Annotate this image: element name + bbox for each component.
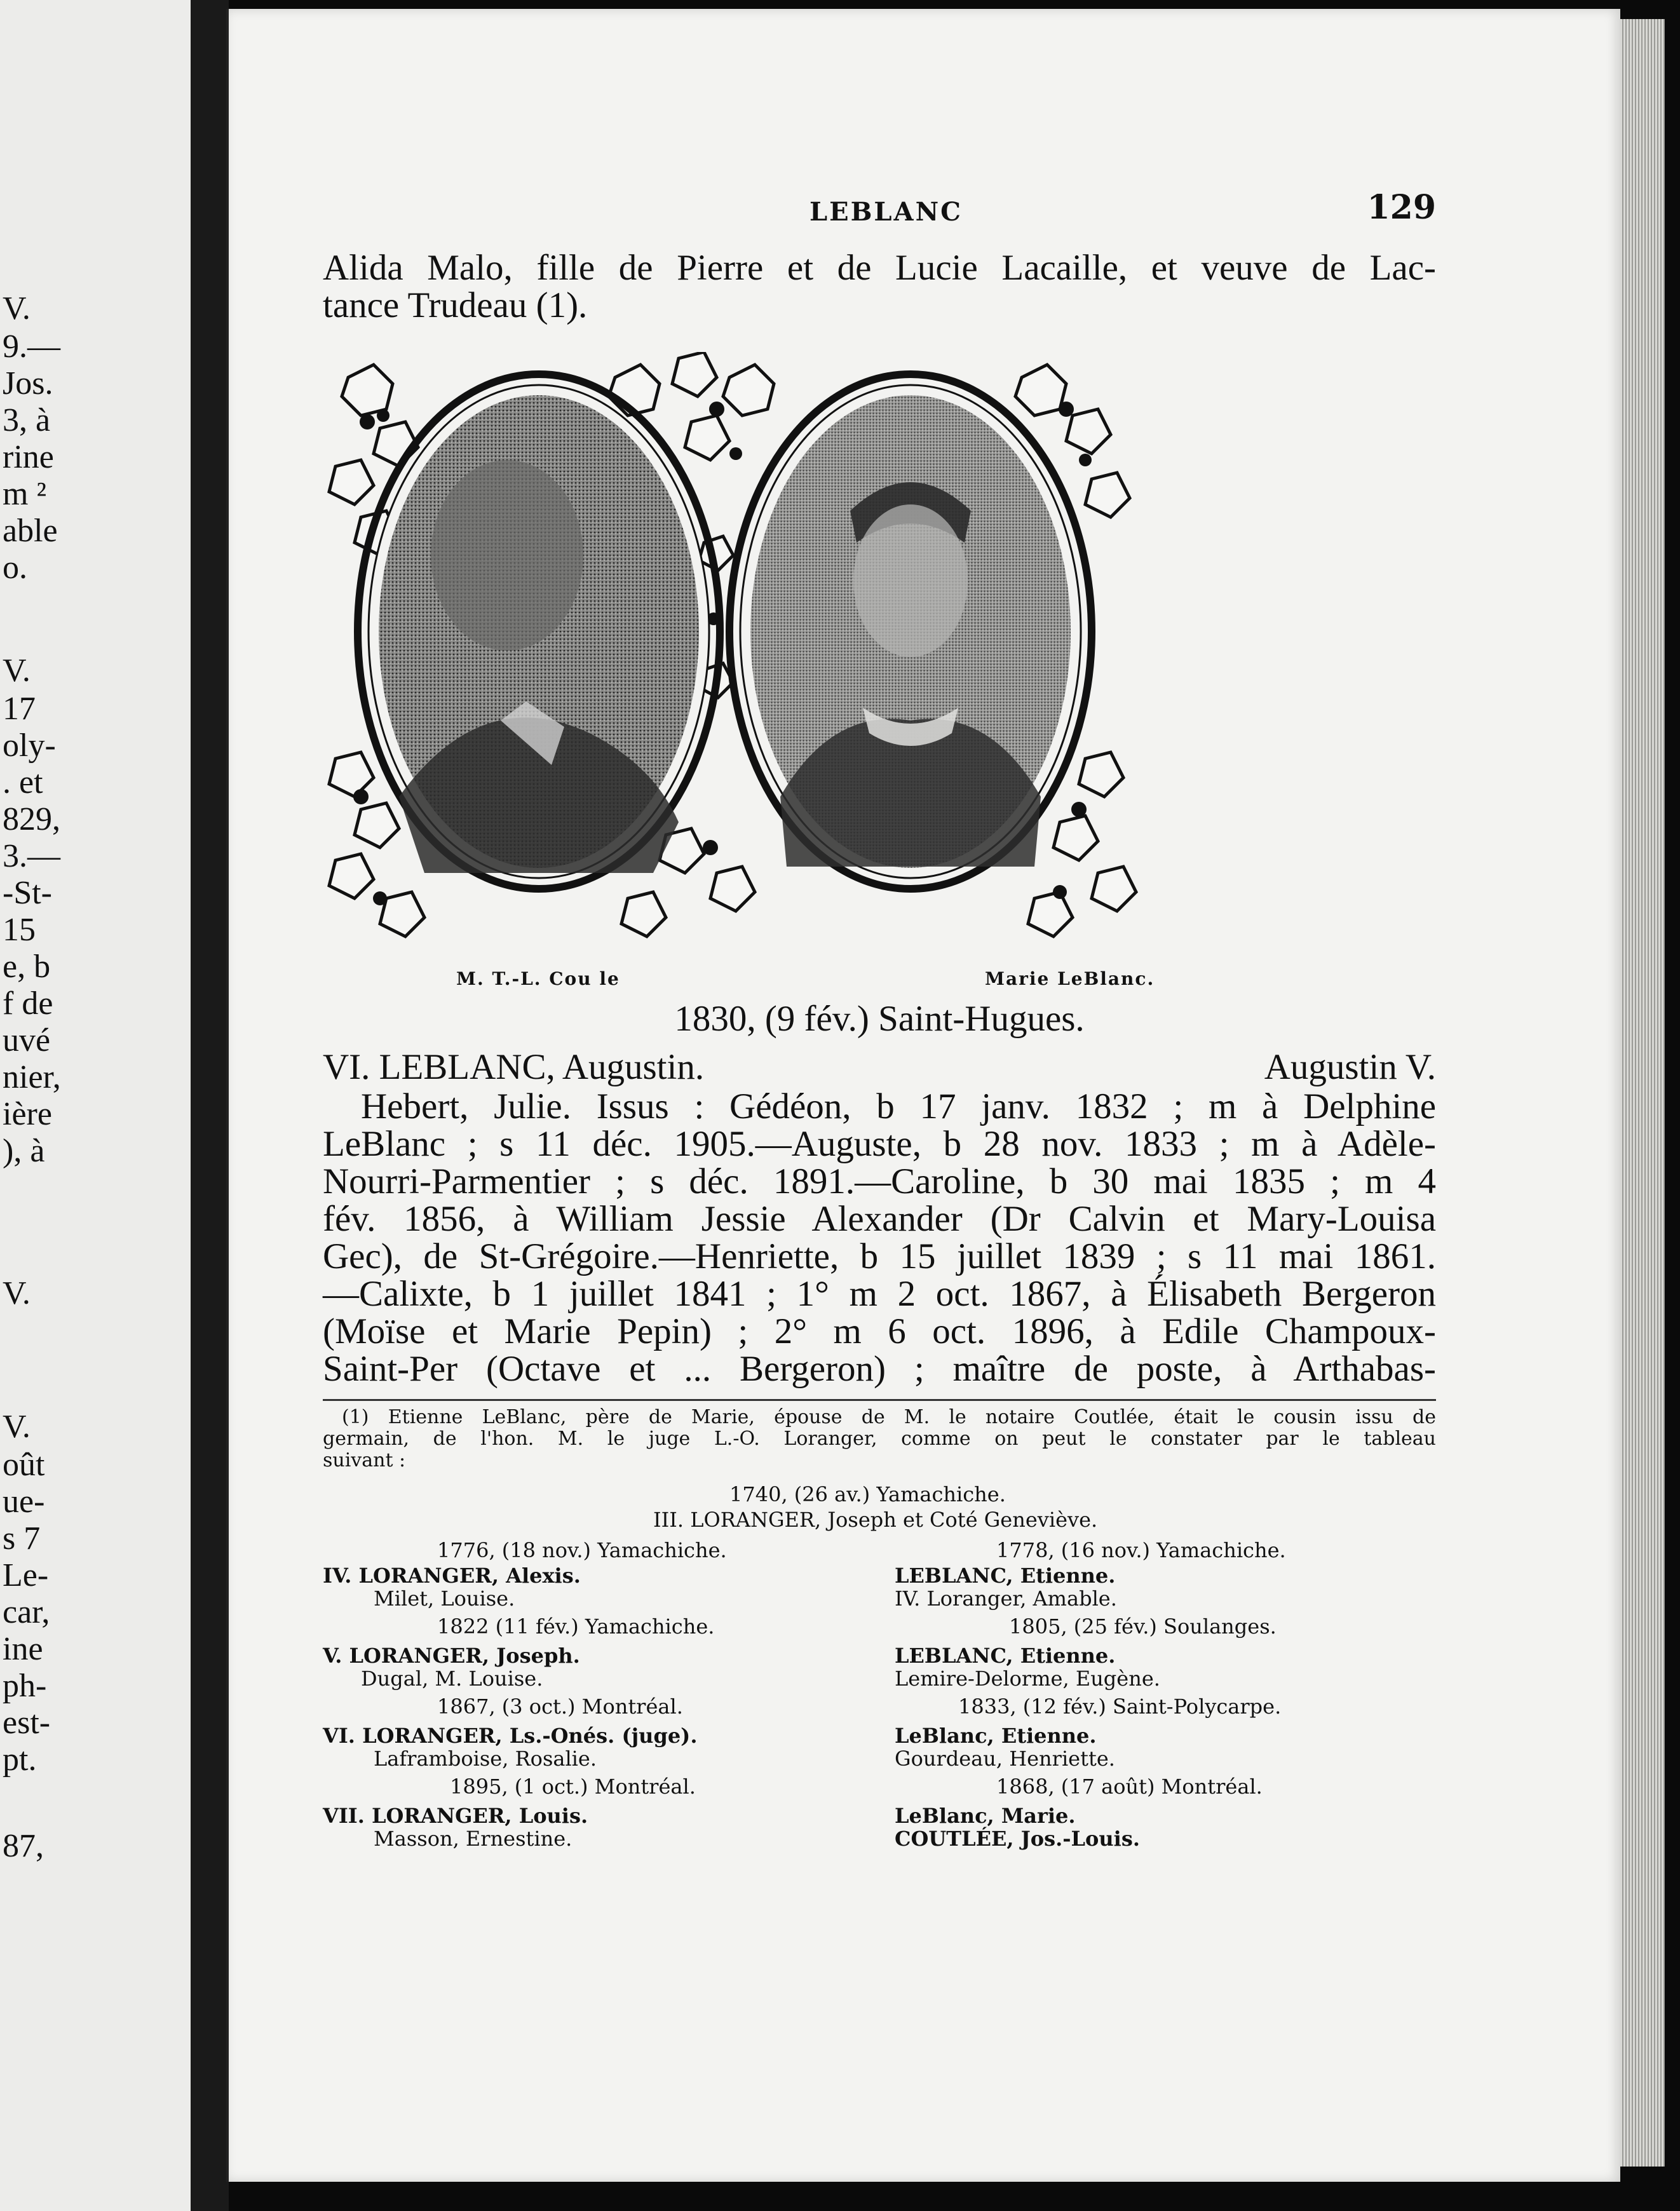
facing-page-text: 3, à (3, 402, 51, 438)
portrait-plate (323, 352, 1436, 989)
footnote (323, 1407, 1436, 1471)
tree-right-spouse: Lemire-Delorme, Eugène. (895, 1667, 1160, 1691)
facing-page-text: Jos. (3, 365, 53, 402)
tree-left-date: 1822 (11 fév.) Yamachiche. (437, 1614, 715, 1639)
tree-left-name: V. LORANGER, Joseph. (323, 1644, 580, 1668)
facing-page-text: V. (3, 652, 30, 689)
facing-page-text: 17 (3, 691, 36, 727)
tree-right-date: 1805, (25 fév.) Soulanges. (1009, 1614, 1277, 1639)
footnote-line: suivant : (323, 1449, 406, 1471)
tree-left-date: 1776, (18 nov.) Yamachiche. (437, 1538, 727, 1562)
facing-page-text: -St- (3, 875, 52, 911)
facing-page-text: oût (3, 1447, 45, 1483)
tree-right-spouse: IV. Loranger, Amable. (895, 1586, 1117, 1611)
facing-page-text: 9.— (3, 328, 60, 365)
facing-page-text: oly- (3, 727, 56, 764)
facing-page-text: able (3, 513, 58, 549)
tree-left-date: 1895, (1 oct.) Montréal. (450, 1775, 696, 1799)
tree-left-spouse: Milet, Louise. (374, 1586, 515, 1611)
tree-left-name: VII. LORANGER, Louis. (323, 1804, 588, 1828)
facing-page-text: m ² (3, 476, 47, 512)
facing-page-text: . et (3, 764, 43, 801)
facing-page-text: rine (3, 439, 54, 475)
book-page (226, 9, 1620, 2182)
tree-right-name: LeBlanc, Marie. (895, 1804, 1076, 1828)
intro-line: tance Trudeau (1). (323, 285, 588, 325)
entry-line: LeBlanc ; s 11 déc. 1905.—Auguste, b 28 nov. 1833 ; m à Adèle- (323, 1124, 1436, 1164)
facing-page-text: o. (3, 550, 27, 586)
facing-page-text: ière (3, 1096, 52, 1132)
tree-left-name: VI. LORANGER, Ls.-Onés. (juge). (323, 1724, 698, 1748)
entry-heading-left: VI. LEBLANC, Augustin. (323, 1047, 705, 1087)
facing-page-text: V. (3, 1275, 30, 1311)
facing-page-fragment (0, 0, 191, 2211)
footnote-rule (323, 1399, 1436, 1401)
facing-page-text: pt. (3, 1741, 37, 1778)
portrait-illustration (323, 352, 1436, 956)
page-header (323, 188, 1436, 233)
facing-page-text: uvé (3, 1022, 51, 1058)
intro-line: Alida Malo, fille de Pierre et de Lucie Lacaille, et veuve de Lac- (323, 248, 1436, 288)
facing-page-text: nier, (3, 1059, 61, 1095)
tree-top-date: 1740, (26 av.) Yamachiche. (729, 1482, 1006, 1506)
facing-page-text: est- (3, 1705, 51, 1741)
portrait-caption-right: Marie LeBlanc. (985, 968, 1155, 989)
entry-line: (Moïse et Marie Pepin) ; 2° m 6 oct. 1896, à Edile Champoux- (323, 1311, 1436, 1351)
facing-page-text: f de (3, 985, 53, 1022)
tree-top-couple: III. LORANGER, Joseph et Coté Geneviève. (653, 1508, 1098, 1532)
footnote-line: (1) Etienne LeBlanc, père de Marie, épouse de M. le notaire Coutlée, était le cousin issu de (342, 1406, 1436, 1428)
facing-page-text: 829, (3, 801, 60, 837)
tree-right-name: LEBLANC, Etienne. (895, 1644, 1116, 1668)
facing-page-text: ph- (3, 1668, 47, 1704)
tree-right-spouse: Gourdeau, Henriette. (895, 1747, 1115, 1771)
entry-line: Hebert, Julie. Issus : Gédéon, b 17 janv. 1832 ; m à Delphine (361, 1086, 1436, 1126)
portrait-left-frame (358, 374, 720, 889)
entry-line: Saint-Per (Octave et ... Bergeron) ; maître de poste, à Arthabas- (323, 1349, 1436, 1389)
facing-page-text: e, b (3, 949, 51, 985)
facing-page-text: 87, (3, 1828, 44, 1864)
intro-paragraph (323, 249, 1436, 324)
tree-right-name: LEBLANC, Etienne. (895, 1564, 1116, 1588)
entry-line: fév. 1856, à William Jessie Alexander (Dr Calvin et Mary-Louisa (323, 1199, 1436, 1239)
entry-line: Gec), de St-Grégoire.—Henriette, b 15 juillet 1839 ; s 11 mai 1861. (323, 1236, 1436, 1276)
tree-right-date: 1778, (16 nov.) Yamachiche. (996, 1538, 1286, 1562)
tree-right-name: LeBlanc, Etienne. (895, 1724, 1097, 1748)
tree-right-date: 1868, (17 août) Montréal. (996, 1775, 1263, 1799)
facing-page-text: 3.— (3, 838, 60, 874)
portrait-right-frame (729, 374, 1092, 889)
footnote-line: germain, de l'hon. M. le juge L.-O. Loranger, comme on peut le constater par le tableau (323, 1428, 1436, 1450)
facing-page-text: V. (3, 290, 30, 327)
facing-page-text: ue- (3, 1484, 45, 1520)
tree-left-spouse: Masson, Ernestine. (374, 1827, 572, 1851)
facing-page-text: s 7 (3, 1520, 41, 1557)
marriage-date-line (323, 1000, 1436, 1038)
tree-left-name: IV. LORANGER, Alexis. (323, 1564, 581, 1588)
marriage-date: 1830, (9 fév.) Saint-Hugues. (674, 999, 1085, 1039)
tree-left-spouse: Laframboise, Rosalie. (374, 1747, 597, 1771)
book-gutter (191, 0, 229, 2211)
entry-heading-right: Augustin V. (1264, 1047, 1436, 1087)
running-head: LEBLANC (810, 197, 963, 227)
facing-page-text: 15 (3, 912, 36, 948)
facing-page-text: car, (3, 1594, 50, 1630)
facing-page-text: ), à (3, 1133, 45, 1169)
entry-line: Nourri-Parmentier ; s déc. 1891.—Caroline, b 30 mai 1835 ; m 4 (323, 1161, 1436, 1201)
facing-page-text: Le- (3, 1557, 49, 1593)
entry-line: —Calixte, b 1 juillet 1841 ; 1° m 2 oct. 1867, à Élisabeth Bergeron (323, 1274, 1436, 1314)
facing-page-text: ine (3, 1631, 43, 1667)
facing-page-text: V. (3, 1409, 30, 1445)
entry-heading (323, 1048, 1436, 1086)
tree-left-spouse: Dugal, M. Louise. (361, 1667, 543, 1691)
page-number: 129 (1367, 188, 1436, 227)
entry-body (323, 1088, 1436, 1388)
tree-left-date: 1867, (3 oct.) Montréal. (437, 1694, 683, 1719)
tree-right-date: 1833, (12 fév.) Saint-Polycarpe. (958, 1694, 1282, 1719)
tree-right-spouse: COUTLÉE, Jos.-Louis. (895, 1827, 1140, 1851)
portrait-caption-left: M. T.-L. Cou le (456, 968, 620, 989)
